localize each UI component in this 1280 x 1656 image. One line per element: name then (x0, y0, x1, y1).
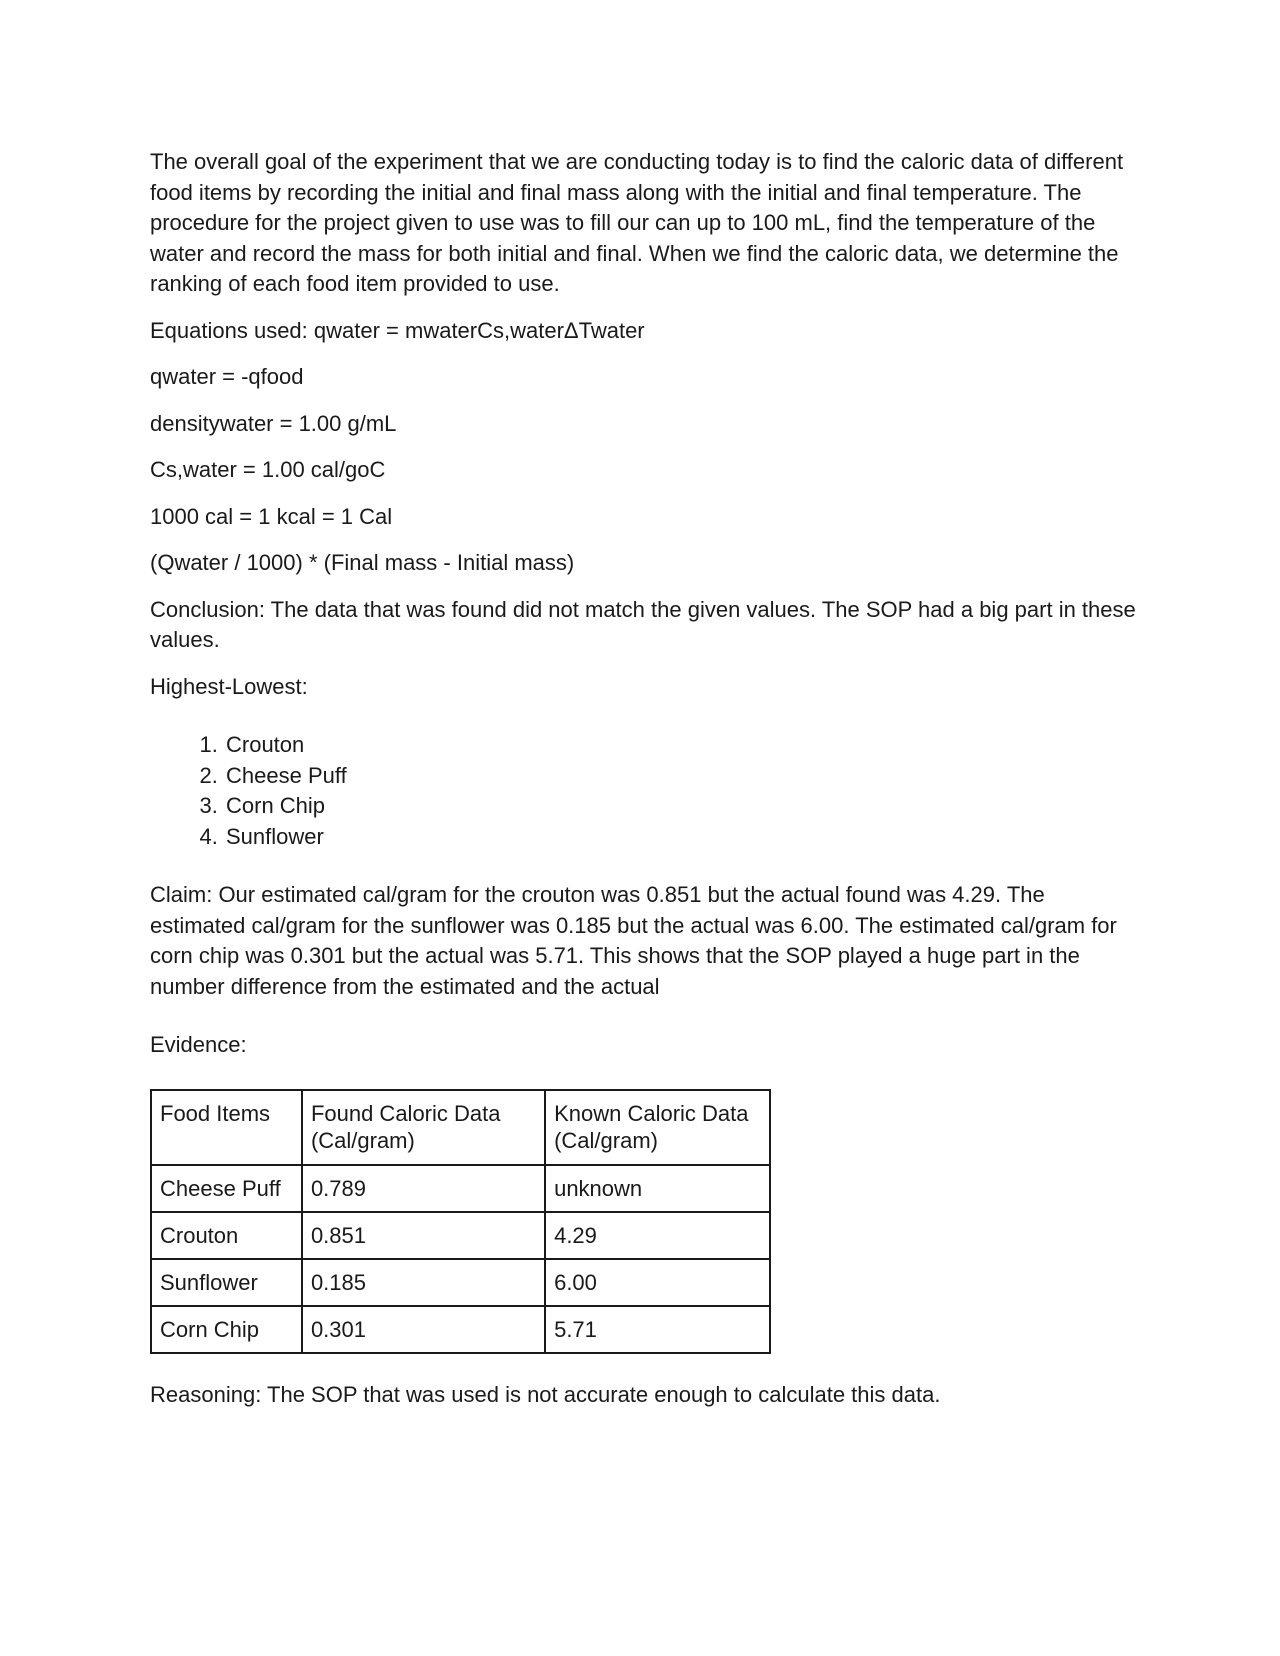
table-header-cell: Found Caloric Data (Cal/gram) (302, 1090, 545, 1165)
table-cell-food: Corn Chip (151, 1306, 302, 1353)
reasoning-paragraph: Reasoning: The SOP that was used is not accurate enough to calculate this data. (150, 1381, 941, 1407)
equation-calorie-conversion: 1000 cal = 1 kcal = 1 Cal (150, 503, 393, 529)
table-cell-found: 0.185 (302, 1259, 545, 1306)
table-cell-food: Sunflower (151, 1259, 302, 1306)
claim-paragraph: Claim: Our estimated cal/gram for the crouton was 0.851 but the actual found was 4.29. The estimated cal/gram for the sunflower was 0.185 but the actual was 6.00. The estimated cal/gram for corn chip was 0.301 but the actual was 5.71. This shows that the SOP played a huge part in the number difference from the estimated and the actual (150, 882, 1117, 999)
ranking-item: 3. Corn Chip (224, 791, 1140, 822)
conclusion-paragraph: Conclusion: The data that was found did not match the given values. The SOP had a big part in these values. (150, 596, 1136, 652)
caloric-data-table (150, 1089, 771, 1354)
equation-density: densitywater = 1.00 g/mL (150, 410, 397, 436)
equation-specific-heat: Cs,water = 1.00 cal/goC (150, 457, 386, 482)
table-cell-found: 0.789 (302, 1165, 545, 1212)
table-header-row (151, 1090, 770, 1165)
table-cell-known: 5.71 (545, 1306, 770, 1353)
ranking-item: 4. Sunflower (224, 822, 1140, 853)
table-cell-food: Cheese Puff (151, 1165, 302, 1212)
table-row (151, 1212, 770, 1259)
table-header-cell: Known Caloric Data (Cal/gram) (545, 1090, 770, 1165)
ranking-heading: Highest-Lowest: (150, 673, 308, 699)
equation-q-relation: qwater = -qfood (150, 364, 304, 389)
table-row (151, 1306, 770, 1353)
intro-paragraph: The overall goal of the experiment that we are conducting today is to find the caloric data of different food items by recording the initial and final mass along with the initial and final temperature. The procedure for the project given to use was to fill our can up to 100 mL, find the temperature of the water and record the mass for both initial and final. When we find the caloric data, we determine the ranking of each food item provided to use. (150, 149, 1124, 296)
document-page (150, 147, 1140, 1426)
equation-calc-formula: (Qwater / 1000) * (Final mass - Initial mass) (150, 550, 575, 575)
table-cell-food: Crouton (151, 1212, 302, 1259)
evidence-heading: Evidence: (150, 1032, 247, 1057)
table-header-cell: Food Items (151, 1090, 302, 1165)
table-cell-found: 0.301 (302, 1306, 545, 1353)
table-cell-known: 6.00 (545, 1259, 770, 1306)
table-row (151, 1259, 770, 1306)
ranking-item: 1. Crouton (224, 730, 1140, 761)
table-cell-found: 0.851 (302, 1212, 545, 1259)
ranking-list (150, 730, 1140, 852)
table-cell-known: 4.29 (545, 1212, 770, 1259)
equations-line: Equations used: qwater = mwaterCs,waterΔTwater (150, 317, 645, 343)
table-row (151, 1165, 770, 1212)
table-cell-known: unknown (545, 1165, 770, 1212)
ranking-item: 2. Cheese Puff (224, 761, 1140, 792)
